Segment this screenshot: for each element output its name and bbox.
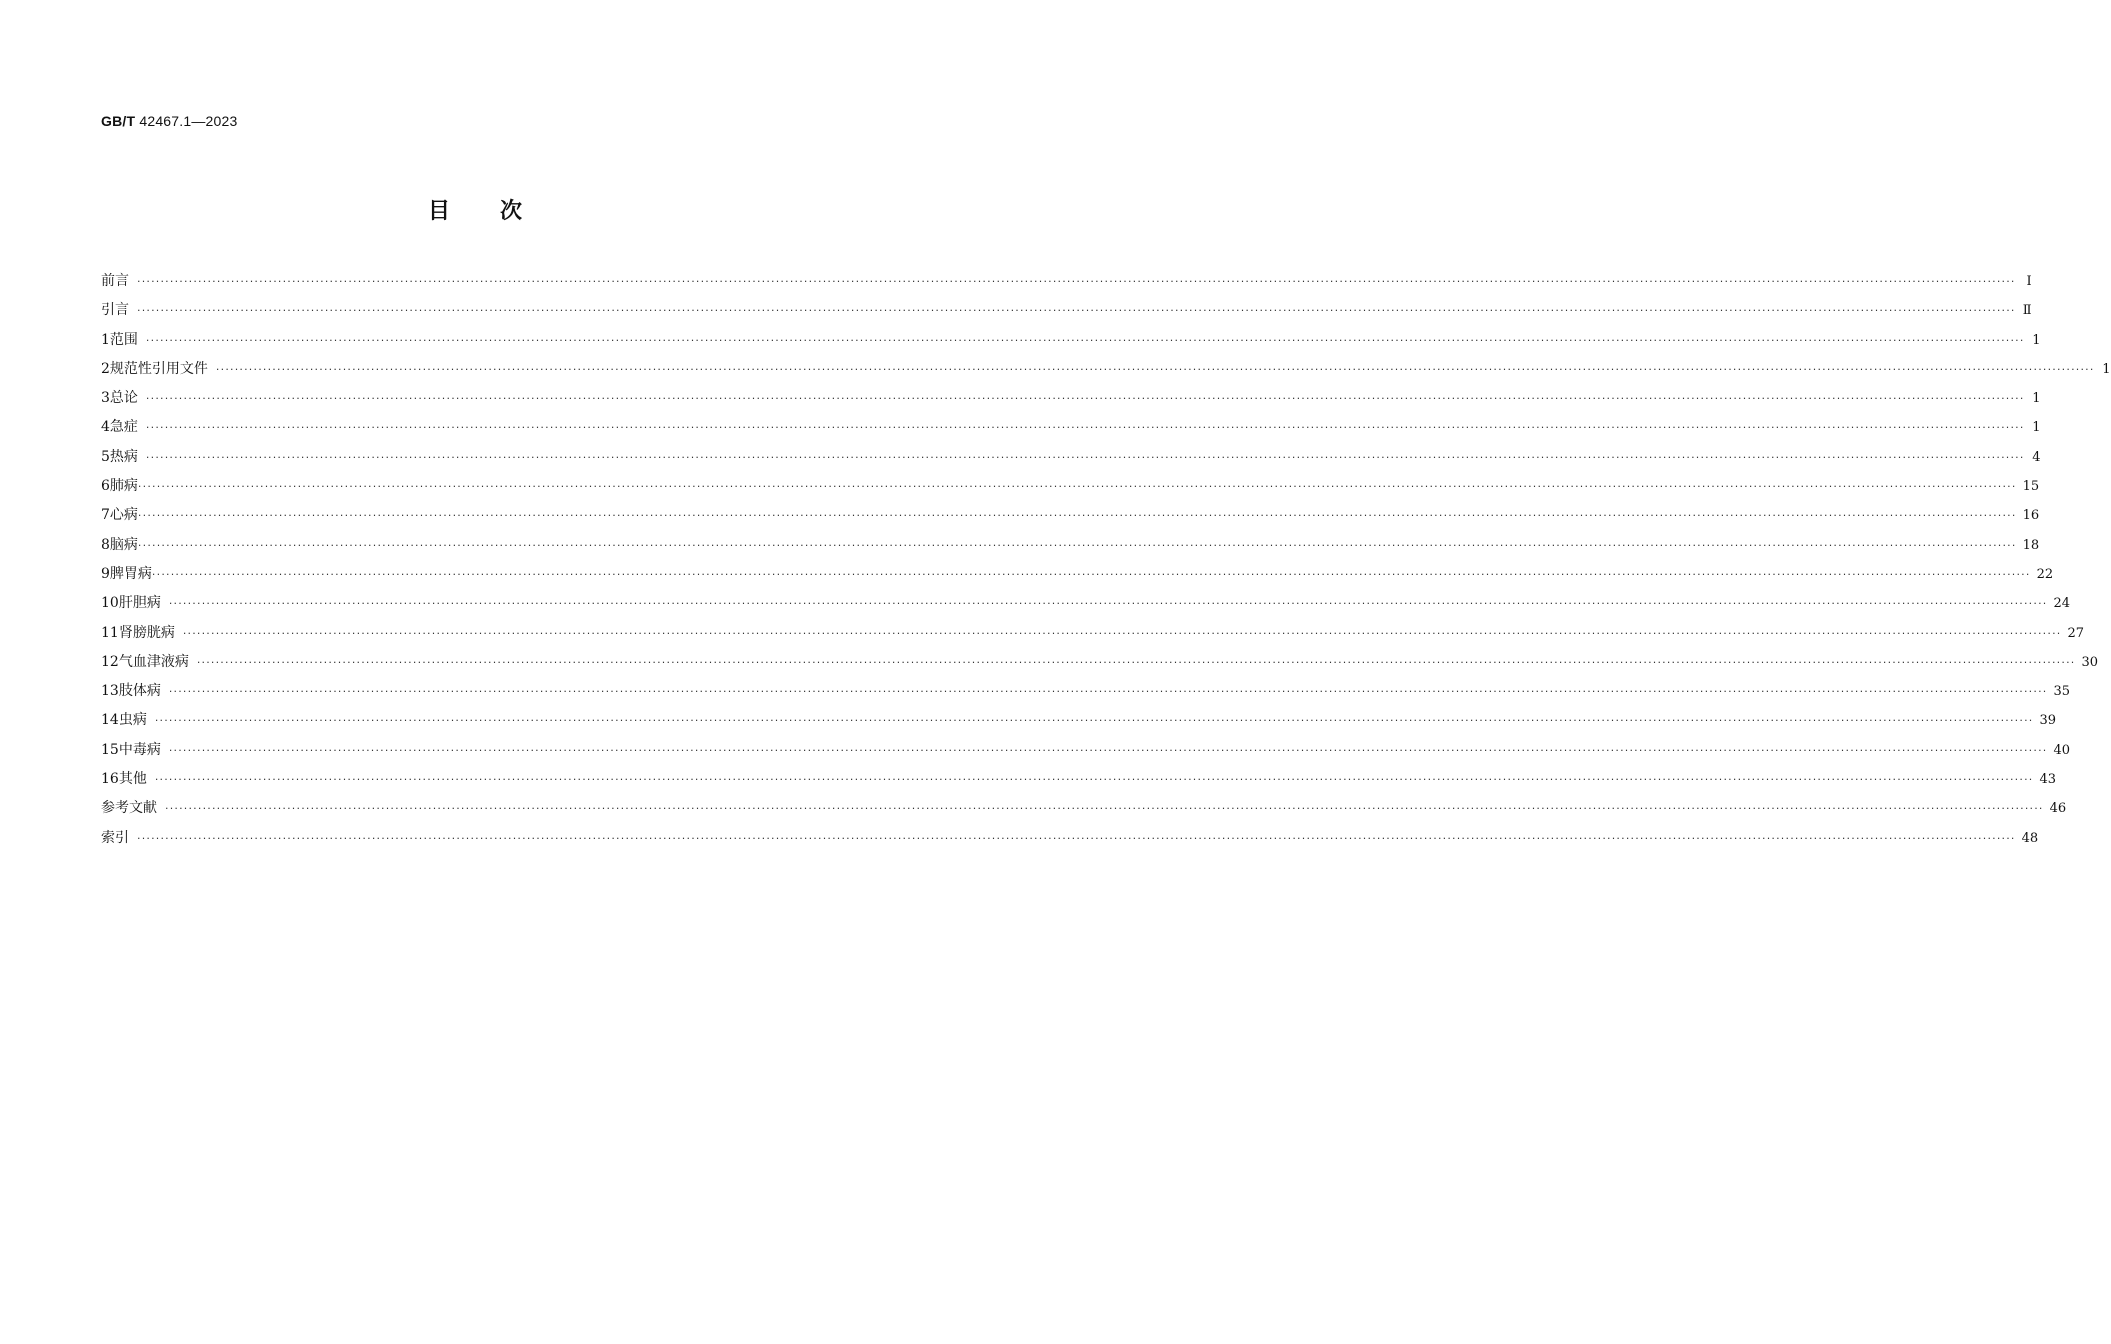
- toc-entry[interactable]: [101, 797, 2067, 826]
- toc-entry-page: 48: [2021, 830, 2039, 846]
- toc-entry-page: 24: [2053, 596, 2071, 612]
- toc-entry-number: 12: [101, 653, 119, 670]
- toc-entry-page: 22: [2036, 566, 2054, 582]
- toc-entry-page: 27: [2067, 625, 2085, 641]
- toc-entry-page: 39: [2039, 713, 2057, 729]
- toc-dot-leader: ················································································································································································································································································································································································································: [168, 743, 2048, 757]
- toc-dot-leader: ················································································································································································································································································································································································································: [137, 538, 2017, 552]
- toc-entry-number: 8: [101, 536, 110, 553]
- toc-entry[interactable]: [101, 709, 2057, 738]
- toc-entry-number: 13: [101, 683, 119, 700]
- toc-entry[interactable]: [101, 387, 2041, 416]
- toc-entry-number: 10: [101, 595, 119, 612]
- toc-entry-label: 肾膀胱病: [118, 624, 175, 641]
- toc-entry-label: 前言: [101, 273, 129, 289]
- toc-dot-leader: ················································································································································································································································································································································································································: [215, 362, 2095, 376]
- toc-entry-number: 16: [101, 771, 119, 788]
- toc-dot-leader: ················································································································································································································································································································································································································: [182, 626, 2062, 640]
- toc-entry-label: 急症: [109, 419, 138, 436]
- toc-entry-page: 1: [2032, 332, 2041, 348]
- toc-entry-label: 范围: [109, 331, 138, 348]
- toc-entry-page: 4: [2032, 449, 2041, 465]
- toc-entry-label: 热病: [109, 448, 138, 465]
- toc-entry-page: 40: [2053, 742, 2071, 758]
- toc-entry-label: 引言: [101, 302, 129, 319]
- toc-entry-page: Ⅰ: [2026, 274, 2032, 289]
- toc-entry-page: 1: [2102, 361, 2111, 377]
- toc-entry-number: 15: [101, 741, 119, 758]
- toc-entry[interactable]: [101, 592, 2071, 621]
- toc-entry-number: 4: [101, 419, 110, 436]
- toc-entry[interactable]: [101, 329, 2041, 358]
- toc-entry-label: 中毒病: [118, 741, 161, 758]
- toc-entry-number: 11: [101, 624, 119, 641]
- toc-entry-label: 脑病: [109, 536, 138, 553]
- toc-entry[interactable]: [101, 534, 2040, 563]
- toc-entry[interactable]: [101, 416, 2041, 445]
- toc-entry-label: 索引: [101, 829, 129, 846]
- toc-dot-leader: ················································································································································································································································································································································································································: [137, 304, 2016, 318]
- toc-entry-number: 2: [101, 360, 110, 377]
- toc-entry[interactable]: [101, 270, 2032, 299]
- toc-entry[interactable]: [101, 768, 2057, 797]
- toc-dot-leader: ················································································································································································································································································································································································································: [137, 275, 2016, 288]
- toc-dot-leader: ················································································································································································································································································································································································································: [151, 567, 2031, 581]
- standard-prefix: GB/T: [101, 113, 136, 129]
- toc-entry-label: 虫病: [118, 712, 147, 729]
- toc-dot-leader: ················································································································································································································································································································································································································: [145, 450, 2025, 464]
- toc-entry-page: 43: [2039, 772, 2057, 788]
- toc-dot-leader: ················································································································································································································································································································································································································: [137, 480, 2017, 494]
- toc-entry[interactable]: [101, 358, 2111, 387]
- toc-entry-number: 9: [101, 565, 110, 582]
- table-of-contents: [101, 270, 2111, 856]
- toc-entry[interactable]: [101, 299, 2032, 328]
- toc-entry[interactable]: [101, 739, 2071, 768]
- toc-entry[interactable]: [101, 680, 2071, 709]
- toc-entry-label: 肝胆病: [118, 595, 161, 612]
- toc-entry-label: 肢体病: [118, 683, 161, 700]
- toc-entry-number: 1: [101, 331, 110, 348]
- toc-entry-page: 1: [2032, 391, 2041, 407]
- toc-dot-leader: ················································································································································································································································································································································································································: [145, 392, 2025, 406]
- toc-entry-page: 15: [2022, 479, 2040, 495]
- toc-entry[interactable]: [101, 446, 2041, 475]
- toc-entry-page: 30: [2081, 654, 2099, 670]
- toc-entry[interactable]: [101, 563, 2054, 592]
- toc-entry-number: 7: [101, 507, 110, 524]
- toc-entry-page: Ⅱ: [2022, 303, 2032, 319]
- toc-entry[interactable]: [101, 827, 2039, 856]
- toc-entry-page: 46: [2049, 801, 2067, 817]
- toc-entry-number: 6: [101, 478, 110, 495]
- toc-entry-label: 总论: [109, 390, 138, 407]
- toc-entry-label: 肺病: [109, 478, 138, 495]
- page-title: 目次: [427, 199, 572, 224]
- toc-entry-page: 1: [2032, 420, 2041, 436]
- toc-entry[interactable]: [101, 475, 2040, 504]
- toc-dot-leader: ················································································································································································································································································································································································································: [137, 509, 2017, 523]
- toc-dot-leader: ················································································································································································································································································································································································································: [137, 831, 2016, 845]
- toc-dot-leader: ················································································································································································································································································································································································································: [154, 714, 2034, 728]
- toc-entry-number: 5: [101, 448, 110, 465]
- toc-entry[interactable]: [101, 504, 2040, 533]
- toc-entry-label: 脾胃病: [109, 565, 152, 582]
- toc-entry-label: 规范性引用文件: [109, 360, 208, 377]
- toc-dot-leader: ················································································································································································································································································································································································································: [165, 802, 2044, 816]
- toc-entry-page: 16: [2022, 508, 2040, 524]
- toc-dot-leader: ················································································································································································································································································································································································································: [145, 421, 2025, 435]
- toc-dot-leader: ················································································································································································································································································································································································································: [168, 685, 2048, 699]
- toc-dot-leader: ················································································································································································································································································································································································································: [154, 773, 2034, 787]
- standard-code: [101, 113, 238, 129]
- toc-entry-number: 14: [101, 712, 119, 729]
- toc-dot-leader: ················································································································································································································································································································································································································: [145, 333, 2025, 347]
- toc-entry[interactable]: [101, 622, 2085, 651]
- toc-entry[interactable]: [101, 651, 2099, 680]
- toc-entry-page: 18: [2022, 537, 2040, 553]
- toc-entry-page: 35: [2053, 684, 2071, 700]
- standard-number: 42467.1—2023: [139, 113, 238, 129]
- toc-entry-number: 3: [101, 390, 110, 407]
- toc-entry-label: 气血津液病: [118, 653, 189, 670]
- toc-entry-label: 参考文献: [101, 800, 157, 817]
- toc-dot-leader: ················································································································································································································································································································································································································: [168, 597, 2048, 611]
- toc-entry-label: 其他: [118, 771, 147, 788]
- toc-dot-leader: ················································································································································································································································································································································································································: [196, 655, 2076, 669]
- toc-entry-label: 心病: [109, 507, 138, 524]
